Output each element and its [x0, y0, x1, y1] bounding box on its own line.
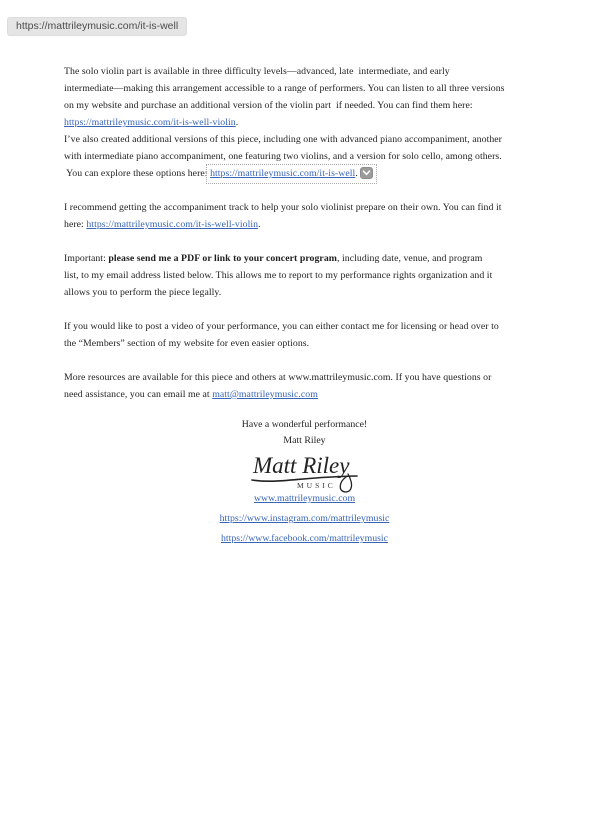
it-is-well-violin-link[interactable]: https://mattrileymusic.com/it-is-well-violin [86, 219, 259, 230]
footer-line [64, 489, 545, 509]
facebook-link[interactable]: https://www.facebook.com/mattrileymusic [221, 533, 388, 544]
text-fragment: here: [64, 219, 87, 230]
paragraph-important-program [64, 250, 545, 301]
bold-text: please send me a PDF or link to your concert program [108, 253, 337, 264]
chevron-down-icon [361, 168, 372, 178]
text-line: list, to my email address listed below. This allows me to report to my performance rights organization and it [64, 270, 493, 281]
text-line: I’ve also created additional versions of this piece, including one with advanced piano accompaniment, another [64, 134, 502, 145]
paragraph-video-licensing [64, 318, 545, 352]
paragraph-more-resources [64, 369, 545, 403]
text-fragment: . [258, 219, 261, 230]
footer-links [64, 489, 545, 549]
email-link[interactable]: matt@mattrileymusic.com [212, 389, 318, 400]
text-line [64, 114, 545, 131]
text-fragment: . [235, 117, 239, 128]
footer-line [64, 529, 545, 549]
link-status-tooltip: https://mattrileymusic.com/it-is-well [7, 17, 187, 36]
instagram-link[interactable]: https://www.instagram.com/mattrileymusic [219, 513, 390, 524]
text-line: I recommend getting the accompaniment track to help your solo violinist prepare on their own. You can find it [64, 202, 502, 213]
paragraph-difficulty-levels [64, 63, 545, 131]
text-fragment: need assistance, you can email me at [64, 389, 213, 400]
text-fragment: , including date, venue, and program [337, 253, 483, 264]
closing-block [64, 417, 545, 449]
text-line: More resources are available for this piece and others at www.mattrileymusic.com. If you have questions or [64, 372, 492, 383]
text-fragment: . [355, 168, 358, 179]
text-fragment: Important: [64, 253, 109, 264]
text-line: on my website and purchase an additional version of the violin part if needed. You can find them here: [64, 100, 473, 111]
link-menu-button[interactable] [360, 167, 373, 179]
hovered-link-box [206, 164, 377, 184]
paragraph-additional-versions [64, 131, 545, 182]
footer-line [64, 509, 545, 529]
text-line: with intermediate piano accompaniment, one featuring two violins, and a version for solo cello, among others. [64, 151, 502, 162]
it-is-well-violin-link[interactable]: https://mattrileymusic.com/it-is-well-violin [64, 117, 236, 128]
it-is-well-link[interactable]: https://mattrileymusic.com/it-is-well [210, 168, 356, 179]
closing-wish: Have a wonderful performance! [241, 419, 368, 430]
paragraph-accompaniment-track [64, 199, 545, 233]
text-line: allows you to perform the piece legally. [64, 287, 222, 298]
text-fragment: You can explore these options here: [64, 168, 211, 179]
text-line: The solo violin part is available in three difficulty levels—advanced, late intermediate, and early [64, 66, 450, 77]
text-line [64, 165, 545, 182]
text-line: intermediate—making this arrangement accessible to a range of performers. You can listen to all three versions [64, 83, 505, 94]
text-line: the “Members” section of my website for even easier options. [64, 338, 310, 349]
signature-name: Matt Riley [252, 453, 349, 478]
document-content [64, 63, 545, 403]
text-line [64, 250, 545, 267]
signature-music-label: MUSIC [296, 481, 336, 490]
closing-name: Matt Riley [283, 435, 326, 446]
text-line [64, 216, 545, 233]
text-line: If you would like to post a video of your performance, you can either contact me for licensing or head over to [64, 321, 499, 332]
website-link[interactable]: www.mattrileymusic.com [253, 493, 356, 504]
matt-riley-music-logo [245, 446, 365, 494]
text-line [64, 386, 545, 403]
